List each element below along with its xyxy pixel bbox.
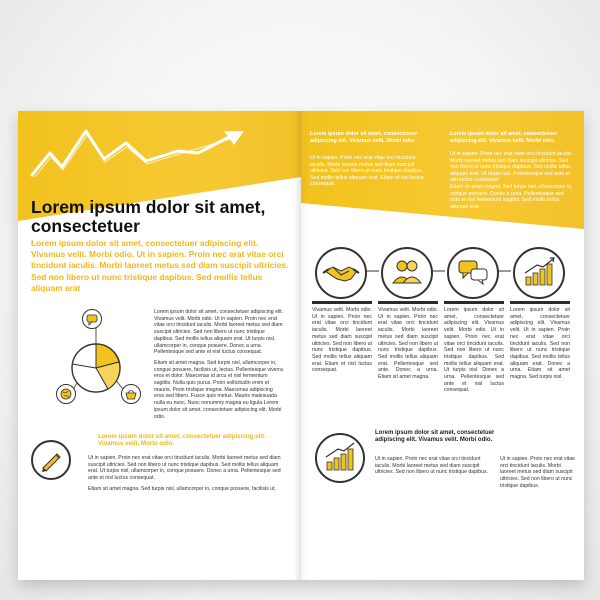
bar-growth-icon	[513, 247, 565, 299]
bottom-column-2: Ut in sapien. Proin nec erat vitae orci tincidunt iaculis. Morbi laoreet metus sed diam suscipit ultricies. Sed non libero ut nunc tristique dapibus.	[500, 456, 575, 489]
lead-paragraph: Lorem ipsum dolor sit amet, consectetuer adipiscing elit. Vivamus velit. Morbi odio. Ut in sapien. Proin nec erat vitae orci tincidunt iaculis. Morbi laoreet metus sed diam suscipit ultricies. Sed non libero ut nunc tristique dapibus. Sed mollis tellus aliquam erat	[31, 238, 289, 293]
top-left-caption: Lorem ipsum dolor sit amet, consectetuer adipiscing elit. Vivamus velit. Morbi odio.	[310, 131, 418, 144]
body-paragraph-2: Etiam sit amet magna. Sed turpis nisl, ullamcorper in, congue posuere, facilisis ut, lectus. Pellentesque viverra eros et dolor. Maecenas id arcu et nisl fermentum sagittis. Nulla quis purus. Proin sollicitudin enim et mauris. Proin tristique magna. Maecenas adipiscing eros sed libero. Fusce quis metus. Mauris malesuada nulla eu nunc. Nunc nonummy magna eu ligula.Lorem ipsum dolor sit amet, consectetuer adipiscing elit. Morbi odio.	[154, 359, 283, 420]
bottom-paragraph-2: Etiam sit amet magna. Sed turpis nisl, ullamcorper in, conque posuere, facilisis ut,	[88, 485, 276, 492]
chat-bubble-icon	[82, 309, 102, 329]
column-text-1: Vivamus velit. Morbi odio. Ut in sapien. Proin nec erat vitae orci tincidunt iaculis. Morbi laoreet metus sed diam suscipit ultricies. Sed non libero ut nunc tristique dapibus. Sed mollis tellus aliquam erat. Etiam et nisl luctus consequat.	[312, 307, 372, 374]
bottom-caption: Lorem ipsum dolor sit amet, consectetuer adipiscing elit. Vivamus velit. Morbi odio.	[375, 430, 495, 443]
bottom-paragraph-1: Ut in sapien. Proin nec erat vitae orci tincidunt iaculis. Morbi laoreet metus sed diam suscipit ultricies. Sed non libero ut nunc tristique dapibus. Sed mollis tellus aliquam erat. Ut turpis nisl, ullamcorper in, conque posuere. Donec a urna. Pellentesque sed ante et nisl luctus consequat.	[88, 455, 281, 482]
bar-growth-icon	[315, 433, 365, 483]
handshake-icon	[315, 247, 367, 299]
chat-bubble-icon	[447, 247, 499, 299]
column-rule-4	[510, 301, 570, 304]
column-rule-2	[378, 301, 438, 304]
globe-icon	[56, 384, 76, 404]
brochure-spread	[18, 111, 584, 580]
top-left-text	[310, 155, 430, 188]
column-rule-3	[444, 301, 504, 304]
bottom-column-1: Ut in sapien. Proin nec erat vitae orci tincidunt iaculis. Morbi laoreet metus sed diam suscipit ultricies. Sed non libero ut nunc tristique dapibus.	[375, 456, 489, 476]
column-text-4: Lorem ipsum dolor sit amet, consectetuer adipiscing elit. Vivamus velit. Ut in sapien. Proin nec erat vitae orci tincidunt iaculis. Sed non libero ut nunc tristique dapibus. Sed mollis tellus aliquam erat. Donec a urna. Etiam sit amet magna. Sed turpis nisl.	[510, 307, 570, 381]
column-text-2: Vivamus velit. Morbi odio. Ut in sapien. Proin nec erat vitae orci tincidunt iaculis. Morbi laoreet metus sed diam suscipit ultricies. Sed non libero ut nunc tristique dapibus. Sed mollis tellus aliquam erat. Pellentesque sed ante. Donec a urna. Etiam sit amet magna.	[378, 307, 438, 381]
top-right-text	[450, 151, 575, 210]
caption: Lorem ipsum dolor sit amet, consectetuer adipiscing elit. Vivamus velit. Morbi odio.	[98, 433, 266, 448]
people-icon	[381, 247, 433, 299]
column-text-3: Lorem ipsum dolor sit amet, consectetuer adipiscing elit. Vivamus velit. Morbi odio. Ut in sapien. Proin nec erat vitae orci tincidunt iaculis. Sed non libero ut nunc tristique dapibus. Sed mollis tellus aliquam erat. Ut turpis nisl. Donec a urna. Pellentesque sed ante et nisl luctus consequat.	[444, 307, 504, 394]
pencil-icon	[31, 440, 71, 480]
left-page	[18, 111, 301, 580]
column-rule-1	[312, 301, 372, 304]
right-page	[301, 111, 584, 580]
rising-arrow-icon	[28, 123, 268, 183]
headline: Lorem ipsum dolor sit amet, consectetuer	[31, 197, 266, 236]
basket-icon	[121, 384, 141, 404]
bottom-text	[88, 455, 288, 497]
top-right-caption: Lorem ipsum dolor sit amet, consectetuer adipiscing elit. Vivamus velit. Morbi odio.	[450, 131, 558, 144]
top-right-paragraph-1: Ut in sapien. Proin nec erat vitae orci tincidunt iaculis. Morbi laoreet metus sed diam suscipit ultricies. Sed non libero ut nunc tristique dapibus. Sed mollis tellus aliquam erat. Ut turpis nisl. Pellentesque sed ante et nisl luctus consequat.	[450, 151, 573, 184]
body-paragraph-1: Lorem ipsum dolor sit amet, consectetuer adipiscing elit. Vivamus velit. Morbi odio. Ut in sapien. Proin nec erat vitae orci tincidunt iaculis. Morbi laoreet metus sed diam suscipit ultricies. Sed non libero ut nunc tristique dapibus. Sed mollis tellus aliquam erat. Ut turpis nisl, ullamcorper in, conque posuere. Donec a urna. Pellentesque sed ante et nisl luctus consequat.	[154, 309, 284, 356]
top-right-paragraph-2: Etiam sit amet magna. Sed turpis nisl, ullamcorper in, conque posuere. Donec a urna. Pellentesque sed ante et nisl fermentum sagittis. Sed mollis tellus aliquam erat.	[450, 183, 573, 210]
body-text	[154, 309, 284, 424]
top-left-paragraph: Ut in sapien. Proin nec erat vitae orci tincidunt iaculis. Morbi laoreet metus sed diam suscipit ultricies. Sed non libero ut nunc tristique dapibus. Sed mollis tellus aliquam erat. Etiam et nisl luctus consequat.	[310, 155, 424, 188]
